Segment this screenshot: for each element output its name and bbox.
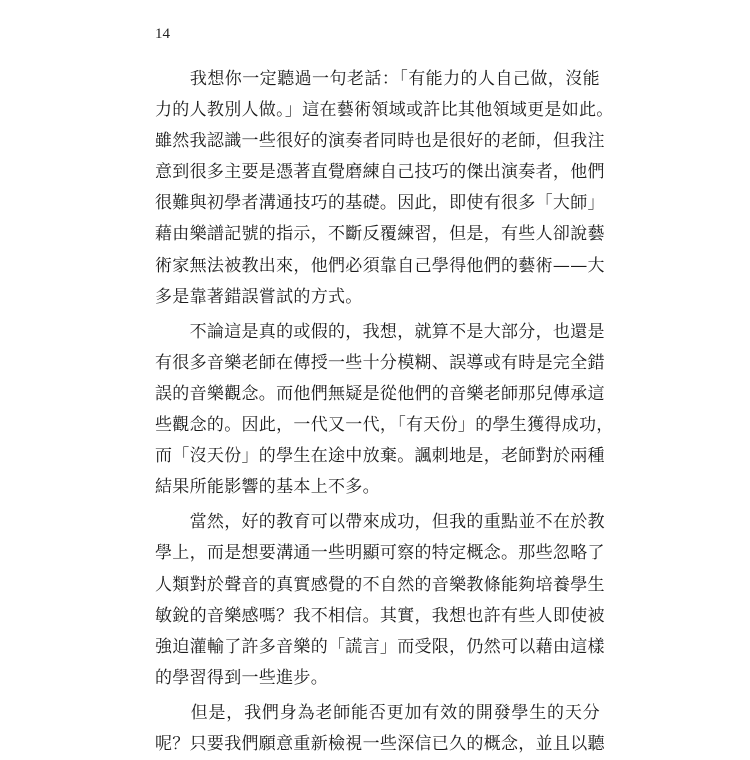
body-text	[155, 64, 614, 760]
text-line: 雖然我認識一些很好的演奏者同時也是很好的老師，但我注	[155, 131, 605, 152]
text-line: 我想你一定聽過一句老話：「有能力的人自己做，沒能	[155, 69, 600, 89]
page-number: 14	[155, 26, 170, 42]
text-line: 而「沒天份」的學生在途中放棄。諷刺地是，老師對於兩種	[155, 446, 605, 467]
text-line: 誤的音樂觀念。而他們無疑是從他們的音樂老師那兒傳承這	[155, 383, 605, 404]
text-line: 人類對於聲音的真實感覺的不自然的音樂教條能夠培養學生	[155, 574, 605, 595]
text-line: 有很多音樂老師在傳授一些十分模糊、誤導或有時是完全錯	[155, 352, 605, 373]
paragraph-2	[155, 317, 614, 504]
paragraph-3	[155, 507, 605, 694]
text-line: 很難與初學者溝通技巧的基礎。因此，即使有很多「大師」	[155, 193, 605, 214]
text-line: 藉由樂譜記號的指示，不斷反覆練習，但是，有些人卻說藝	[155, 224, 605, 245]
text-line: 力的人教別人做。」這在藝術領域或許比其他領域更是如此。	[155, 100, 614, 121]
text-line: 呢？只要我們願意重新檢視一些深信已久的概念，並且以聽	[155, 733, 605, 754]
text-line: 的學習得到一些進步。	[155, 667, 328, 688]
text-line: 不論這是真的或假的，我想，就算不是大部分，也還是	[155, 321, 605, 342]
text-line: 當然，好的教育可以帶來成功，但我的重點並不在於教	[155, 512, 605, 533]
text-line: 術家無法被教出來，他們必須靠自己學得他們的藝術——大	[155, 255, 605, 276]
text-line: 學上，而是想要溝通一些明顯可察的特定概念。那些忽略了	[155, 543, 605, 564]
text-line: 敏銳的音樂感嗎？我不相信。其實，我想也許有些人即使被	[155, 605, 605, 626]
text-line: 意到很多主要是憑著直覺磨練自己技巧的傑出演奏者，他們	[155, 162, 605, 183]
paragraph-1	[155, 64, 614, 313]
paragraph-4	[155, 698, 605, 760]
text-line: 強迫灌輸了許多音樂的「謊言」而受限，仍然可以藉由這樣	[155, 636, 605, 657]
text-line: 多是靠著錯誤嘗試的方式。	[155, 286, 363, 307]
text-line: 但是，我們身為老師能否更加有效的開發學生的天分	[155, 702, 600, 723]
text-line: 些觀念的。因此，一代又一代，「有天份」的學生獲得成功，	[155, 415, 614, 436]
text-line: 結果所能影響的基本上不多。	[155, 477, 380, 498]
